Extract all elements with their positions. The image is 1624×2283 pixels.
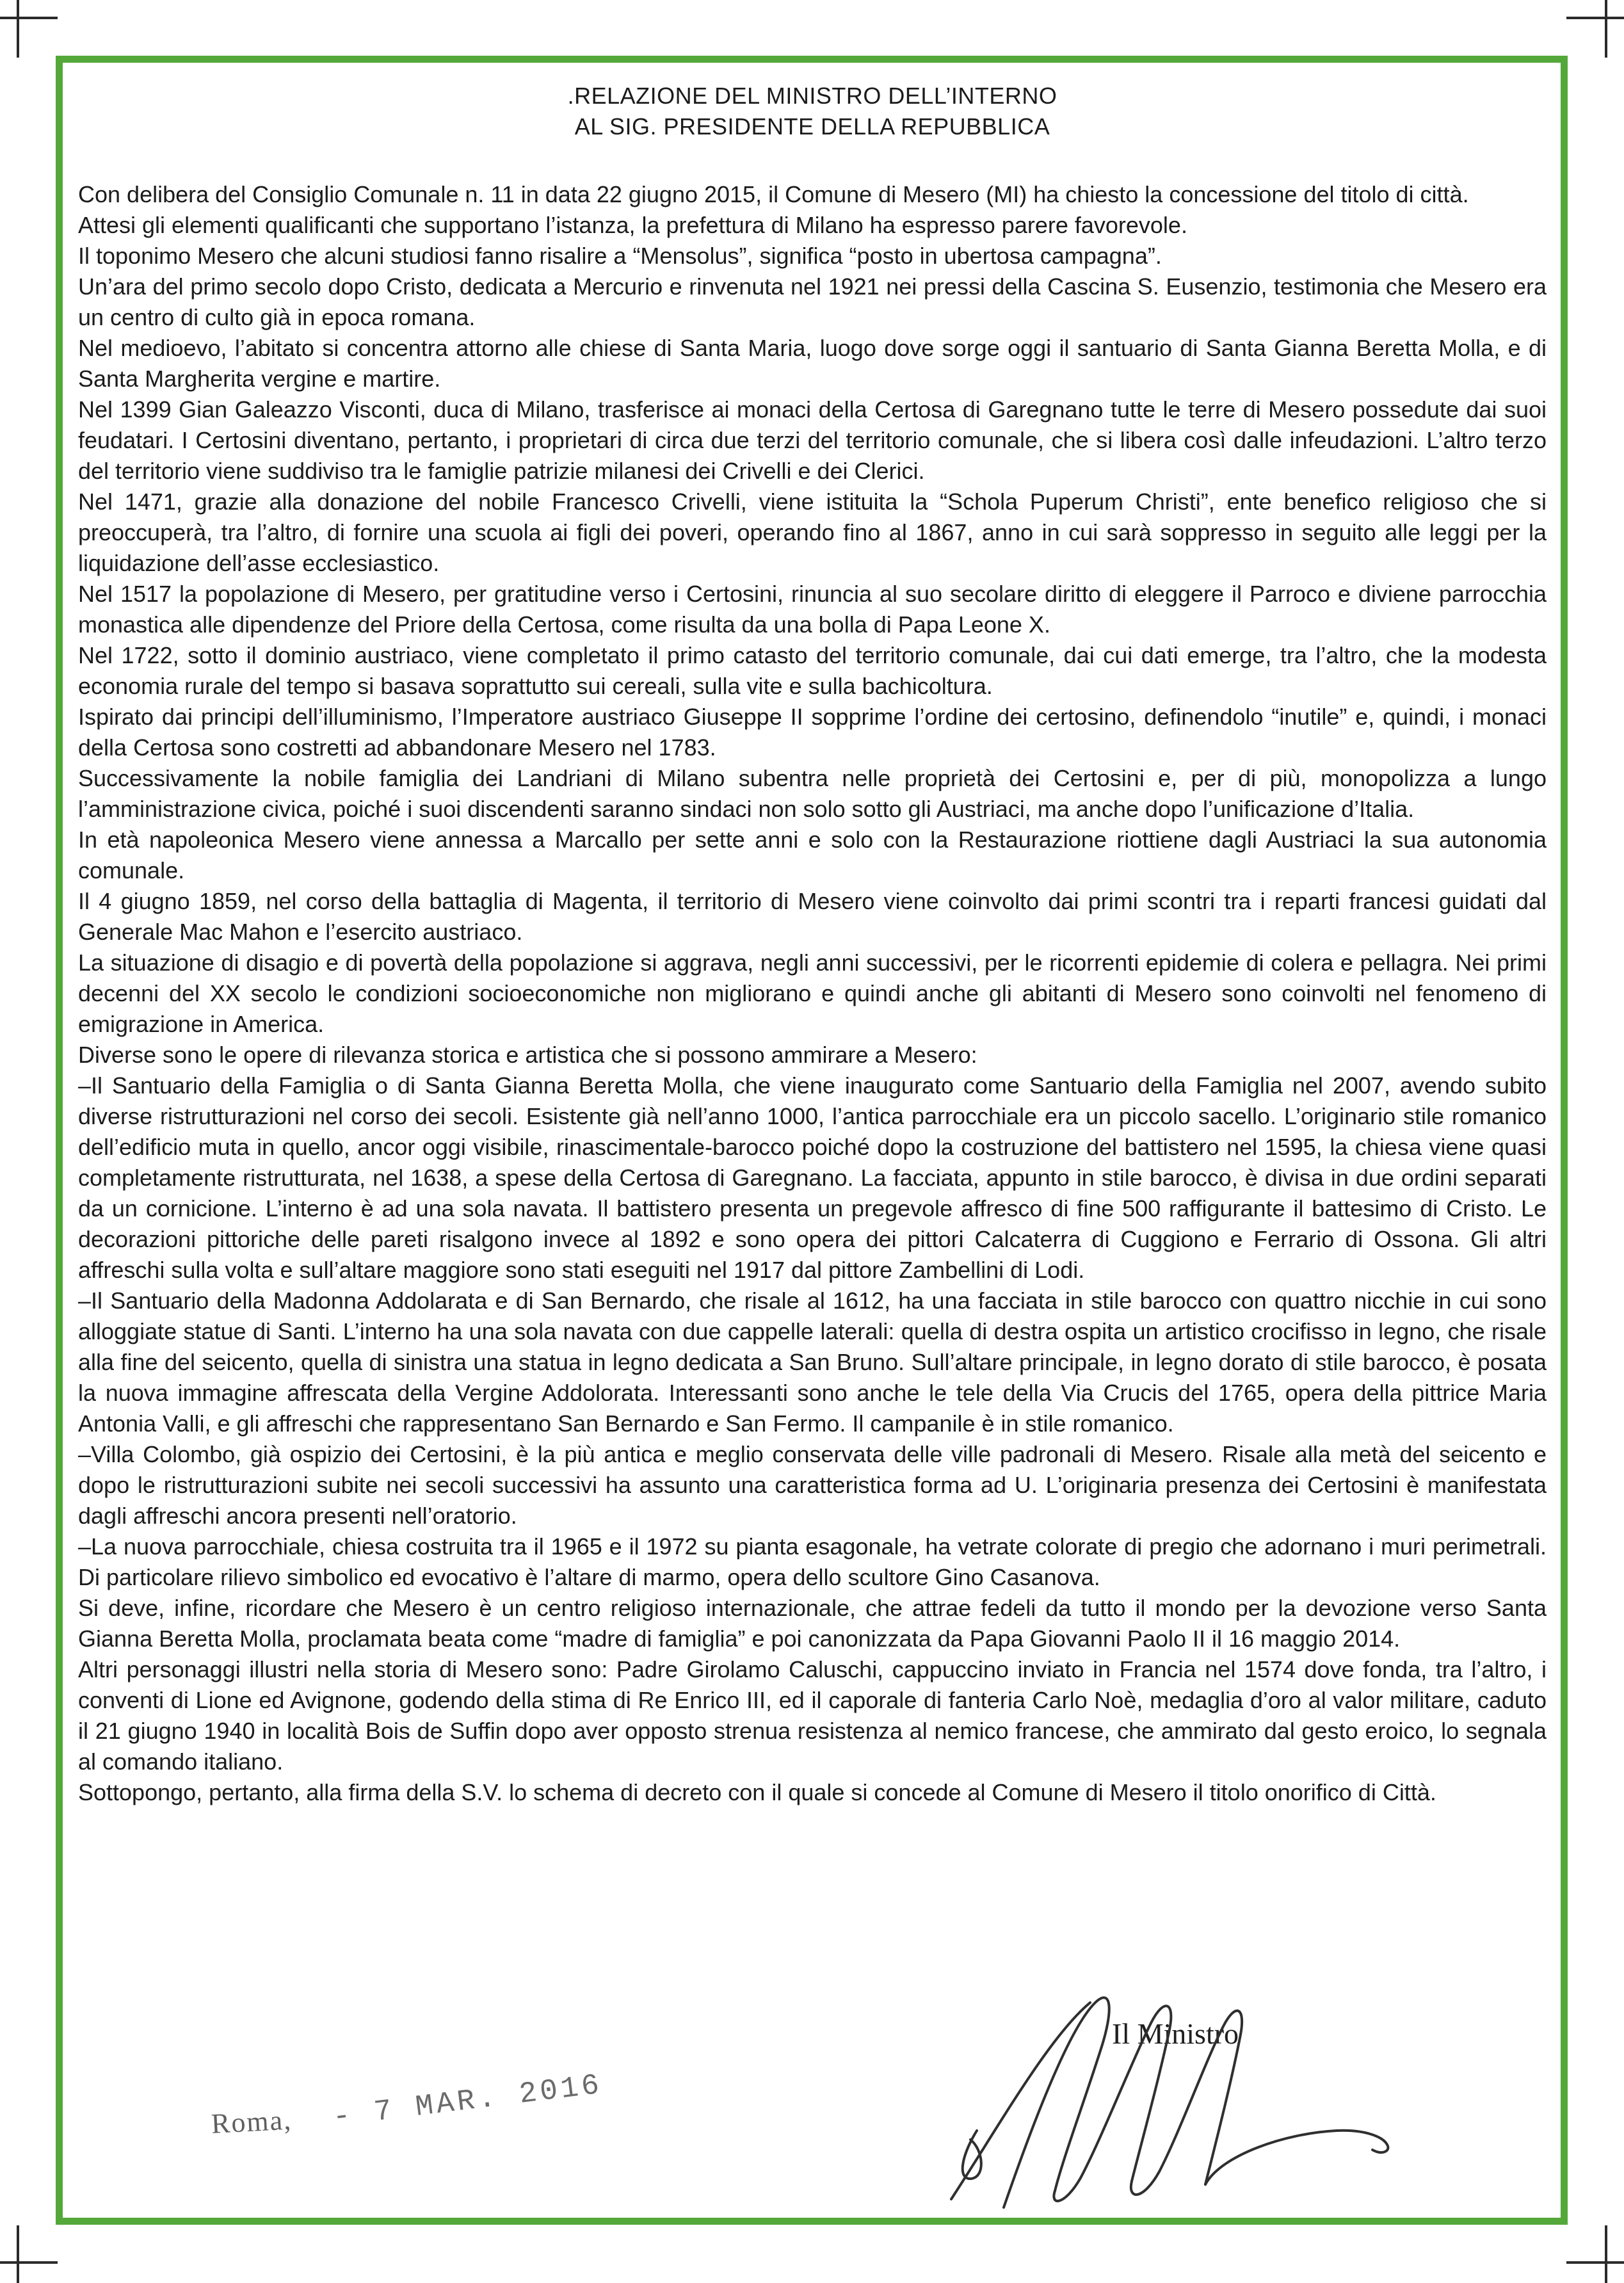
paragraph: Un’ara del primo secolo dopo Cristo, dedicata a Mercurio e rinvenuta nel 1921 nei pressi della Cascina S. Eusenzio, testimonia che Mesero era un centro di culto già in epoca romana. — [78, 273, 1547, 330]
paragraph: Il 4 giugno 1859, nel corso della battaglia di Magenta, il territorio di Mesero viene coinvolto dai primi scontri tra i reparti francesi guidati dal Generale Mac Mahon e l’esercito austriaco. — [78, 888, 1547, 945]
paragraph: Diverse sono le opere di rilevanza storica e artistica che si possono ammirare a Mesero: — [78, 1042, 977, 1068]
date-stamp: - 7 MAR. 2016 — [330, 2068, 604, 2134]
paragraph: Nel 1517 la popolazione di Mesero, per gratitudine verso i Certosini, rinuncia al suo secolare diritto di eleggere il Parroco e diviene parrocchia monastica alle dipendenze del Priore della Certosa, come risulta da una bolla di Papa Leone X. — [78, 581, 1547, 638]
crop-mark-bottom-right-h — [1566, 2261, 1624, 2264]
crop-mark-bottom-right-v — [1605, 2225, 1607, 2283]
paragraph: Altri personaggi illustri nella storia di Mesero sono: Padre Girolamo Caluschi, cappuccino inviato in Francia nel 1574 dove fonda, tra l’altro, i conventi di Lione ed Avignone, godendo della stima di Re Enrico III, ed il caporale di fanteria Carlo Noè, medaglia d’oro al valor militare, caduto il 21 giugno 1940 in località Bois de Suffin dopo aver opposto strenua resistenza al nemico francese, che ammirato dal gesto eroico, lo segnala al comando italiano. — [78, 1656, 1547, 1775]
paragraph: Nel 1471, grazie alla donazione del nobile Francesco Crivelli, viene istituita la “Schola Puperum Christi”, ente benefico religioso che si preoccuperà, tra l’altro, di fornire una scuola ai figli dei poveri, operando fino al 1867, anno in cui sarà soppresso in seguito alle leggi per la liquidazione dell’asse ecclesiastico. — [78, 488, 1547, 576]
crop-mark-bottom-left-h — [0, 2261, 58, 2264]
paragraph: Nel medioevo, l’abitato si concentra attorno alle chiese di Santa Maria, luogo dove sorge oggi il santuario di Santa Gianna Beretta Molla, e di Santa Margherita vergine e martire. — [78, 335, 1547, 392]
minister-signature-icon — [940, 1978, 1401, 2215]
paragraph: Nel 1722, sotto il dominio austriaco, viene completato il primo catasto del territorio comunale, dai cui dati emerge, tra l’altro, che la modesta economia rurale del tempo si basava soprattutto sui cereali, sulla vite e sulla bachicoltura. — [78, 642, 1547, 699]
paragraph: Con delibera del Consiglio Comunale n. 11 in data 22 giugno 2015, il Comune di Mesero (MI) ha chiesto la concessione del titolo di città. — [78, 181, 1469, 207]
paragraph: –La nuova parrocchiale, chiesa costruita tra il 1965 e il 1972 su pianta esagonale, ha vetrate colorate di pregio che adornano i muri perimetrali. Di particolare rilievo simbolico ed evocativo è l’altare di marmo, opera dello scultore Gino Casanova. — [78, 1533, 1547, 1590]
crop-mark-top-left-v — [17, 0, 19, 58]
document-title — [78, 81, 1547, 142]
paragraph: Ispirato dai principi dell’illuminismo, l’Imperatore austriaco Giuseppe II sopprime l’ordine dei certosino, definendolo “inutile” e, quindi, i monaci della Certosa sono costretti ad abbandonare Mesero nel 1783. — [78, 704, 1547, 761]
crop-mark-bottom-left-v — [17, 2225, 19, 2283]
paragraph: La situazione di disagio e di povertà della popolazione si aggrava, negli anni successivi, per le ricorrenti epidemie di colera e pellagra. Nei primi decenni del XX secolo le condizioni socioeconomiche non migliorano e quindi anche gli abitanti di Mesero sono coinvolti nel fenomeno di emigrazione in America. — [78, 949, 1547, 1037]
paragraph: In età napoleonica Mesero viene annessa a Marcallo per sette anni e solo con la Restaurazione riottiene dagli Austriaci la sua autonomia comunale. — [78, 827, 1547, 883]
crop-mark-top-right-h — [1566, 17, 1624, 19]
paragraph: Sottopongo, pertanto, alla firma della S.V. lo schema di decreto con il quale si concede al Comune di Mesero il titolo onorifico di Città. — [78, 1779, 1436, 1805]
crop-mark-top-left-h — [0, 17, 58, 19]
paragraph: Il toponimo Mesero che alcuni studiosi fanno risalire a “Mensolus”, significa “posto in ubertosa campagna”. — [78, 243, 1162, 269]
paragraph: –Il Santuario della Famiglia o di Santa Gianna Beretta Molla, che viene inaugurato come Santuario della Famiglia nel 2007, avendo subito diverse ristrutturazioni nel corso dei secoli. Esistente già nell’anno 1000, l’antica parrocchiale era un piccolo sacello. L’originario stile romanico dell’edificio muta in quello, ancor oggi visibile, rinascimentale-barocco poiché dopo la costruzione del battistero nel 1595, la chiesa viene quasi completamente ristrutturata, nel 1638, a spese della Certosa di Garegnano. La facciata, appunto in stile barocco, è divisa in due ordini separati da un cornicione. L’interno è ad una sola navata. Il battistero presenta un pregevole affresco di fine 500 raffigurante il battesimo di Cristo. Le decorazioni pittoriche delle pareti risalgono invece al 1892 e sono opera dei pittori Calcaterra di Cuggiono e Ferrario di Ossona. Gli altri affreschi sulla volta e sull’altare maggiore sono stati eseguiti nel 1917 dal pittore Zambellini di Lodi. — [78, 1072, 1547, 1283]
place-label: Roma, — [210, 2104, 293, 2140]
paragraph: –Il Santuario della Madonna Addolarata e di San Bernardo, che risale al 1612, ha una facciata in stile barocco con quattro nicchie in cui sono alloggiate statue di Santi. L’interno ha una sola navata con due cappelle laterali: quella di destra ospita un artistico crocifisso in legno, che risale alla fine del seicento, quella di sinistra una statua in legno dedicata a San Bruno. Sull’altare principale, in legno dorato di stile barocco, è posata la nuova immagine affrescata della Vergine Addolorata. Interessanti sono anche le tele della Via Crucis del 1765, opera della pittrice Maria Antonia Valli, e gli affreschi che rappresentano San Bernardo e San Fermo. Il campanile è in stile romanico. — [78, 1287, 1547, 1437]
paragraph: Successivamente la nobile famiglia dei Landriani di Milano subentra nelle proprietà dei Certosini e, per di più, monopolizza a lungo l’amministrazione civica, poiché i suoi discendenti saranno sindaci non solo sotto gli Austriaci, ma anche dopo l’unificazione d’Italia. — [78, 765, 1547, 822]
paragraph: Attesi gli elementi qualificanti che supportano l’istanza, la prefettura di Milano ha espresso parere favorevole. — [78, 212, 1187, 238]
title-line-1: .RELAZIONE DEL MINISTRO DELL’INTERNO — [567, 83, 1057, 109]
minister-title: Il Ministro — [1112, 2017, 1239, 2050]
crop-mark-top-right-v — [1605, 0, 1607, 58]
paragraph: –Villa Colombo, già ospizio dei Certosini, è la più antica e meglio conservata delle ville padronali di Mesero. Risale alla metà del seicento e dopo le ristrutturazioni subite nei secoli successivi ha assunto una caratteristica forma ad U. L’originaria presenza dei Certosini è manifestata dagli affreschi ancora presenti nell’oratorio. — [78, 1441, 1547, 1529]
paragraph: Si deve, infine, ricordare che Mesero è un centro religioso internazionale, che attrae fedeli da tutto il mondo per la devozione verso Santa Gianna Beretta Molla, proclamata beata come “madre di famiglia” e poi canonizzata da Papa Giovanni Paolo II il 16 maggio 2014. — [78, 1595, 1547, 1652]
paragraph: Nel 1399 Gian Galeazzo Visconti, duca di Milano, trasferisce ai monaci della Certosa di Garegnano tutte le terre di Mesero possedute dai suoi feudatari. I Certosini diventano, pertanto, i proprietari di circa due terzi del territorio comunale, che si libera così dalle infeudazioni. L’altro terzo del territorio viene suddiviso tra le famiglie patrizie milanesi dei Crivelli e dei Clerici. — [78, 396, 1547, 484]
title-line-2: AL SIG. PRESIDENTE DELLA REPUBBLICA — [574, 113, 1050, 140]
document-body — [78, 81, 1547, 1808]
